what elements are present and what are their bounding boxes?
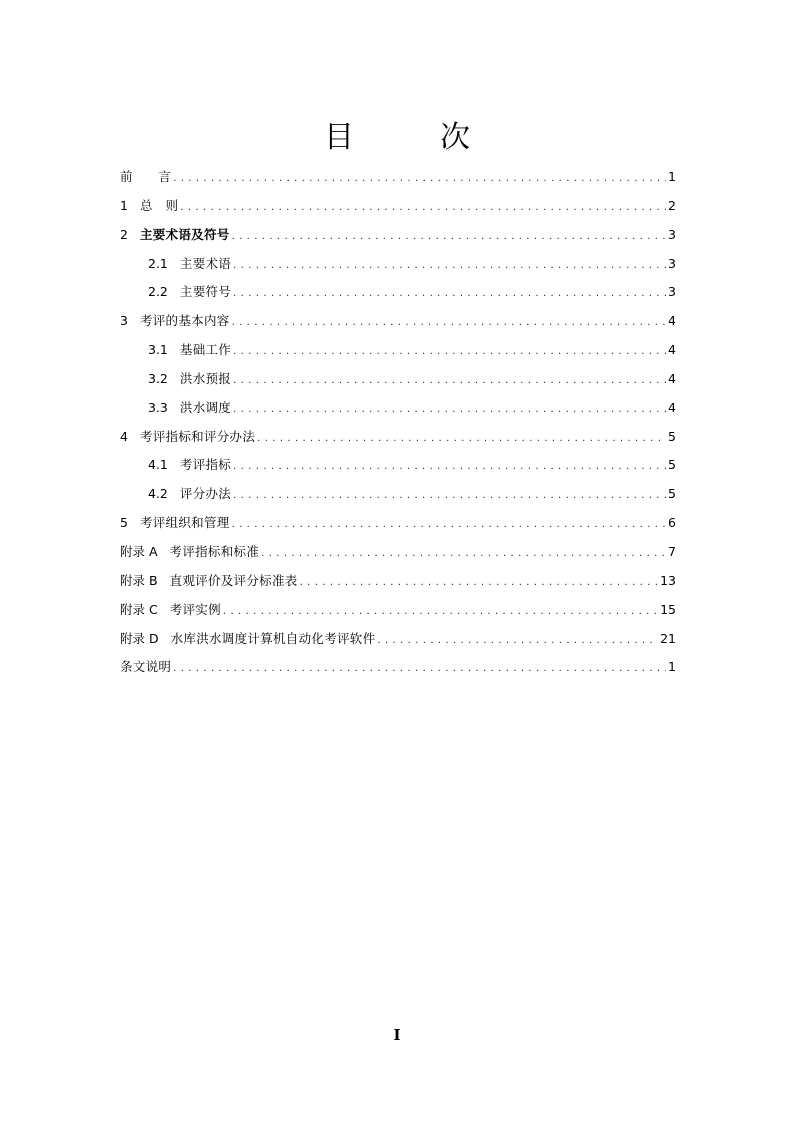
toc-entry-page: 2 — [668, 197, 676, 213]
toc-entry-title: 主要术语及符号 — [139, 226, 230, 242]
toc-entry[interactable] — [120, 192, 676, 221]
toc-entry[interactable] — [120, 480, 676, 509]
toc-entry-title: 洪水预报 — [179, 370, 232, 386]
toc-entry[interactable] — [120, 221, 676, 250]
toc-entry-title: 考评组织和管理 — [139, 515, 230, 531]
toc-entry-title: 直观评价及评分标准表 — [169, 572, 298, 588]
toc-entry[interactable] — [120, 336, 676, 365]
toc-entry-title: 洪水调度 — [179, 399, 232, 415]
toc-entry-page: 3 — [668, 284, 676, 300]
toc-entry-page: 6 — [668, 515, 676, 531]
toc-dot-leader — [180, 192, 666, 221]
toc-dot-leader — [223, 596, 658, 625]
toc-entry-page: 21 — [660, 630, 676, 646]
toc-entry-number: 2.1 — [148, 255, 168, 271]
toc-entry-page: 4 — [668, 399, 676, 415]
toc-entry-title: 评分办法 — [179, 486, 232, 502]
toc-entry-title: 总 则 — [139, 197, 179, 213]
toc-entry[interactable] — [120, 653, 676, 682]
toc-entry[interactable] — [120, 394, 676, 423]
toc-entry-number: 附录 D — [120, 630, 159, 646]
toc-entry[interactable] — [120, 451, 676, 480]
toc-entry-title: 考评的基本内容 — [139, 313, 230, 329]
toc-entry-number: 附录 A — [120, 543, 158, 559]
toc-entry-page: 15 — [660, 601, 676, 617]
toc-entry-number: 3 — [120, 313, 128, 329]
toc-entry[interactable] — [120, 625, 676, 654]
toc-entry-number: 附录 B — [120, 572, 158, 588]
toc-entry-title: 主要术语 — [179, 255, 232, 271]
toc-dot-leader — [173, 163, 666, 192]
toc-entry-page: 4 — [668, 313, 676, 329]
toc-dot-leader — [233, 336, 666, 365]
toc-entry[interactable] — [120, 365, 676, 394]
toc-entry-page: 5 — [668, 428, 676, 444]
toc-entry-page: 13 — [660, 572, 676, 588]
toc-entry[interactable] — [120, 567, 676, 596]
toc-dot-leader — [233, 365, 666, 394]
toc-dot-leader — [173, 653, 666, 682]
page-title: 目 次 — [324, 120, 498, 155]
toc-entry-page: 3 — [668, 226, 676, 242]
toc-entry-page: 1 — [668, 659, 676, 675]
toc-entry-number: 2 — [120, 226, 128, 242]
toc-entry[interactable] — [120, 538, 676, 567]
toc-entry-title: 主要符号 — [179, 284, 232, 300]
toc-dot-leader — [261, 538, 666, 567]
toc-entry-title: 前 言 — [120, 169, 172, 184]
toc-entry-title: 条文说明 — [120, 659, 172, 675]
toc-entry-number: 3.3 — [148, 399, 168, 415]
toc-entry-number: 4.2 — [148, 486, 168, 502]
table-of-contents — [120, 163, 676, 682]
toc-entry-title: 考评指标和标准 — [169, 543, 260, 559]
toc-entry-number: 4.1 — [148, 457, 168, 473]
toc-dot-leader — [233, 394, 666, 423]
toc-entry-page: 5 — [668, 486, 676, 502]
toc-entry-title: 考评实例 — [169, 601, 221, 617]
toc-entry-number: 5 — [120, 515, 128, 531]
toc-entry-page: 4 — [668, 342, 676, 358]
toc-dot-leader — [233, 250, 666, 279]
toc-dot-leader — [257, 423, 666, 452]
toc-dot-leader — [232, 307, 666, 336]
toc-entry-number: 3.2 — [148, 370, 168, 386]
toc-dot-leader — [233, 278, 666, 307]
toc-entry-number: 2.2 — [148, 284, 168, 300]
toc-dot-leader — [377, 625, 658, 654]
toc-entry-page: 1 — [668, 169, 676, 184]
toc-entry[interactable] — [120, 307, 676, 336]
toc-entry-number: 附录 C — [120, 601, 158, 617]
toc-entry-page: 5 — [668, 457, 676, 473]
toc-dot-leader — [232, 221, 666, 250]
toc-dot-leader — [233, 451, 666, 480]
toc-entry-title: 基础工作 — [179, 342, 232, 358]
toc-entry-page: 3 — [668, 255, 676, 271]
toc-entry-title: 考评指标和评分办法 — [139, 428, 256, 444]
toc-dot-leader — [233, 480, 666, 509]
toc-entry[interactable] — [120, 278, 676, 307]
page-number: I — [393, 1026, 401, 1044]
toc-entry-number: 3.1 — [148, 342, 168, 358]
toc-entry[interactable] — [120, 423, 676, 452]
toc-entry-number: 4 — [120, 428, 128, 444]
toc-entry[interactable] — [120, 596, 676, 625]
toc-entry-title: 考评指标 — [179, 457, 232, 473]
toc-entry-title: 水库洪水调度计算机自动化考评软件 — [170, 630, 376, 646]
toc-entry-page: 7 — [668, 543, 676, 559]
toc-dot-leader — [232, 509, 666, 538]
toc-entry-number: 1 — [120, 197, 128, 213]
toc-entry[interactable] — [120, 250, 676, 279]
toc-entry-page: 4 — [668, 370, 676, 386]
toc-entry[interactable] — [120, 509, 676, 538]
toc-dot-leader — [300, 567, 659, 596]
toc-entry[interactable] — [120, 163, 676, 192]
